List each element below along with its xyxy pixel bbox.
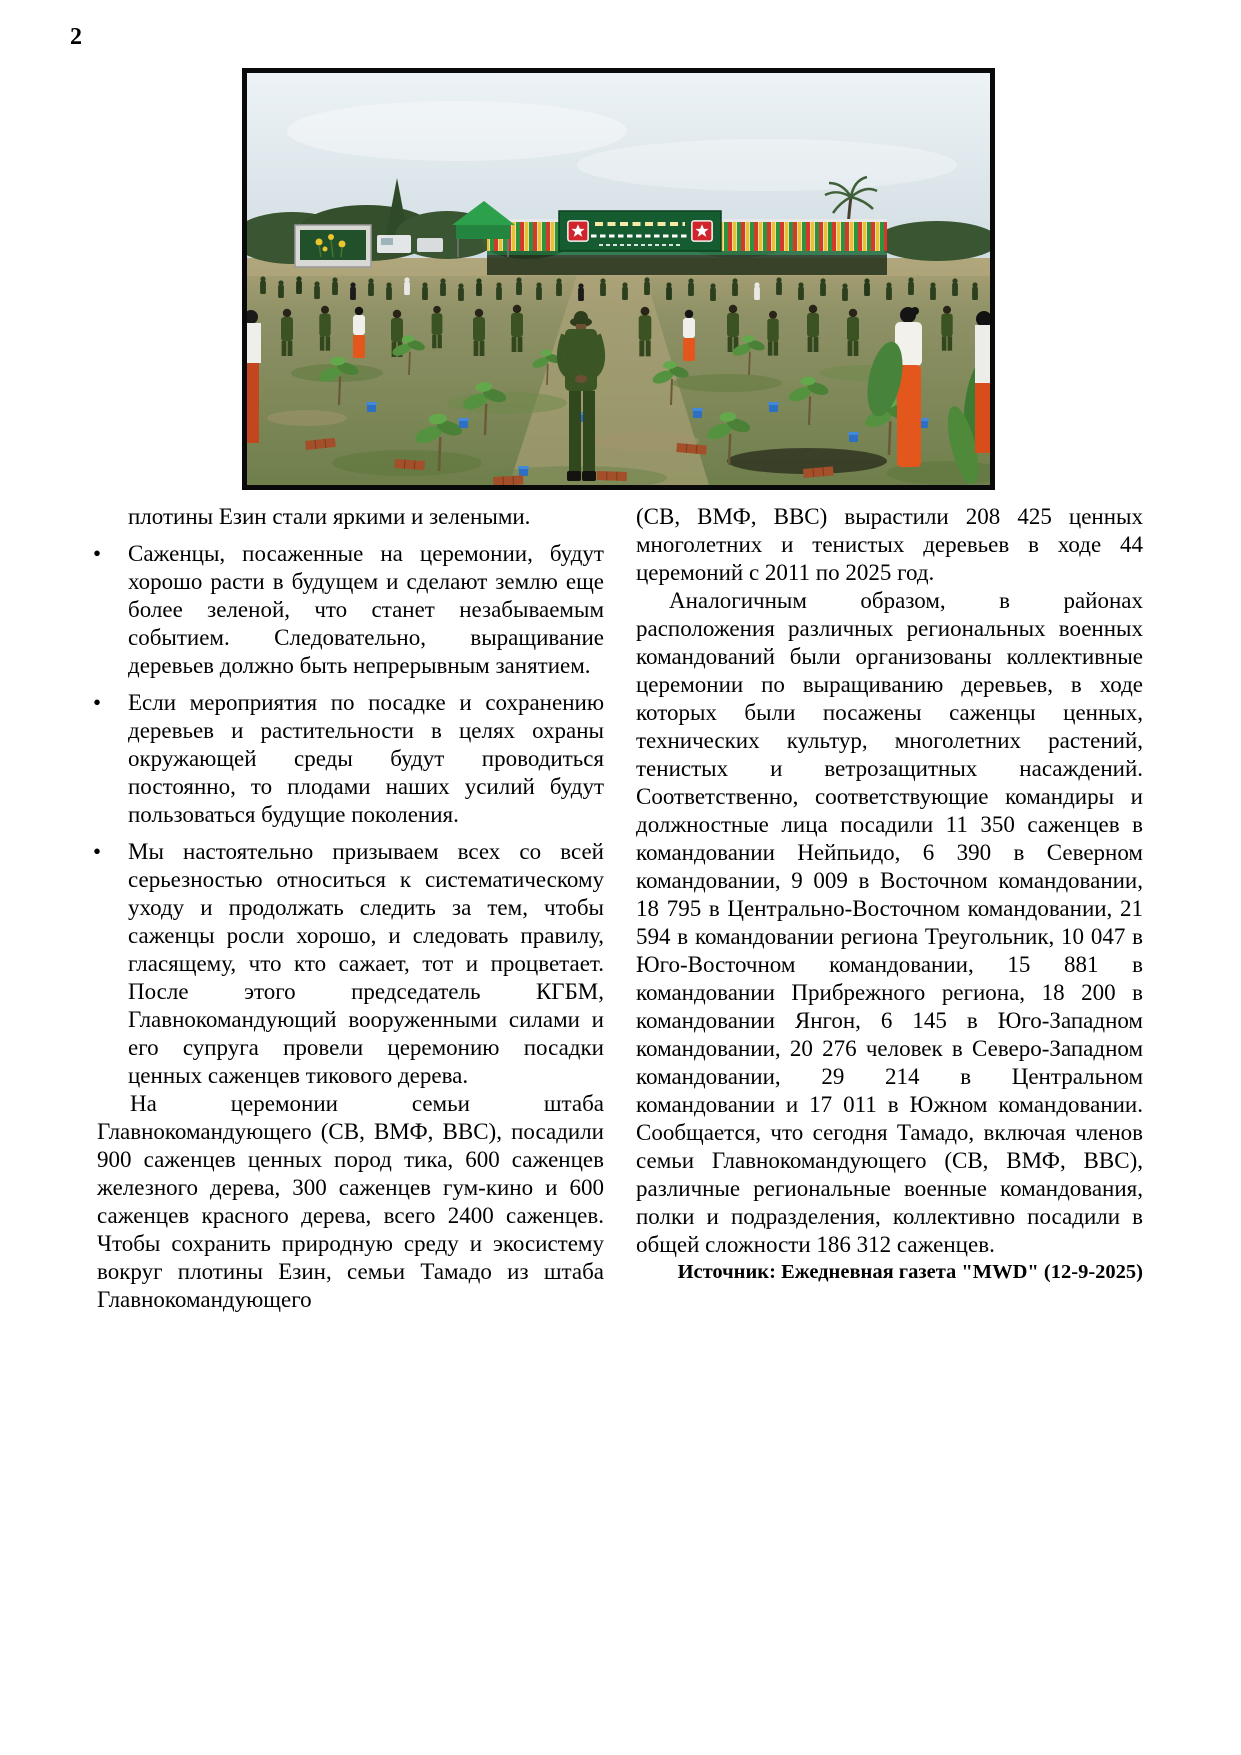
ceremony-photo-illustration <box>247 73 990 485</box>
continuation-paragraph: (СВ, ВМФ, ВВС) вырастили 208 425 ценных многолетних и тенистых деревьев в ходе 44 церемоний с 2011 по 2025 год. <box>636 504 1143 585</box>
body-paragraph: На церемонии семьи штаба Главнокомандующего (СВ, ВМФ, ВВС), посадили 900 саженцев ценных пород тика, 600 саженцев железного дерева, 300 саженцев гум-кино и 600 саженцев красного дерева, всего 2400 саженцев. Чтобы сохранить природную среду и экосистему вокруг плотины Езин, семьи Тамадо из штаба Главнокомандующего <box>97 1091 604 1312</box>
body-paragraph: Аналогичным образом, в районах расположения различных региональных военных командований были организованы коллективные церемонии по выращиванию деревьев, в ходе которых были посажены саженцы ценных, технических культур, многолетних растений, тенистых и ветрозащитных насаждений. Соответственно, соответствующие командиры и должностные лица посадили 11 350 саженцев в командовании Нейпьидо, 6 390 в Северном командовании, 9 009 в Восточном командовании, 18 795 в Центрально-Восточном командовании, 21 594 в командовании региона Треугольник, 10 047 в Юго-Восточном командовании, 15 881 в командовании Прибрежного региона, 18 200 в командовании Янгон, 6 145 в Юго-Западном командовании, 20 276 человек в Северо-Западном командовании, 29 214 в Центральном командовании и 17 011 в Южном командовании. Сообщается, что сегодня Тамадо, включая членов семьи Главнокомандующего (СВ, ВМФ, ВВС), различные региональные военные командования, полки и подразделения, коллективно посадили в общей сложности 186 312 саженцев. <box>636 588 1143 1257</box>
ceremony-photo <box>242 68 995 490</box>
bullet-icon: • <box>93 839 102 864</box>
right-column <box>636 503 1143 1314</box>
stage-crowd-shadow <box>487 255 887 275</box>
article-body <box>93 503 1143 1314</box>
photo-stage <box>487 211 887 275</box>
bullet-item <box>93 689 604 829</box>
bullet-icon: • <box>93 690 102 715</box>
left-column <box>93 503 604 1314</box>
source-attribution: Источник: Ежедневная газета "MWD" (12-9-2025) <box>677 1261 1143 1283</box>
bullet-text: Мы настоятельно призываем всех со всей серьезностью относиться к систематическому уходу и продолжать следить за тем, чтобы саженцы росли хорошо, и следовать правилу, гласящему, что кто сажает, тот и процветает. После этого председатель КГБМ, Главнокомандующий вооруженными силами и его супруга провели церемонию посадки ценных саженцев тикового дерева. <box>128 839 604 1088</box>
bullet-icon: • <box>93 541 102 566</box>
bullet-text: Если мероприятия по посадке и сохранению деревьев и растительности в целях охраны окружающей среды будут проводиться постоянно, то плодами наших усилий будут пользоваться будущие поколения. <box>128 690 604 827</box>
page-number: 2 <box>70 24 82 50</box>
photo-billboard <box>295 225 371 267</box>
bullet-item <box>93 838 604 1090</box>
bullet-item <box>93 540 604 680</box>
bullet-text: Саженцы, посаженные на церемонии, будут хорошо расти в будущем и сделают землю еще более зеленой, что станет незабываемым событием. Следовательно, выращивание деревьев должно быть непрерывным занятием. <box>128 541 604 678</box>
continuation-paragraph: плотины Езин стали яркими и зелеными. <box>128 504 531 529</box>
